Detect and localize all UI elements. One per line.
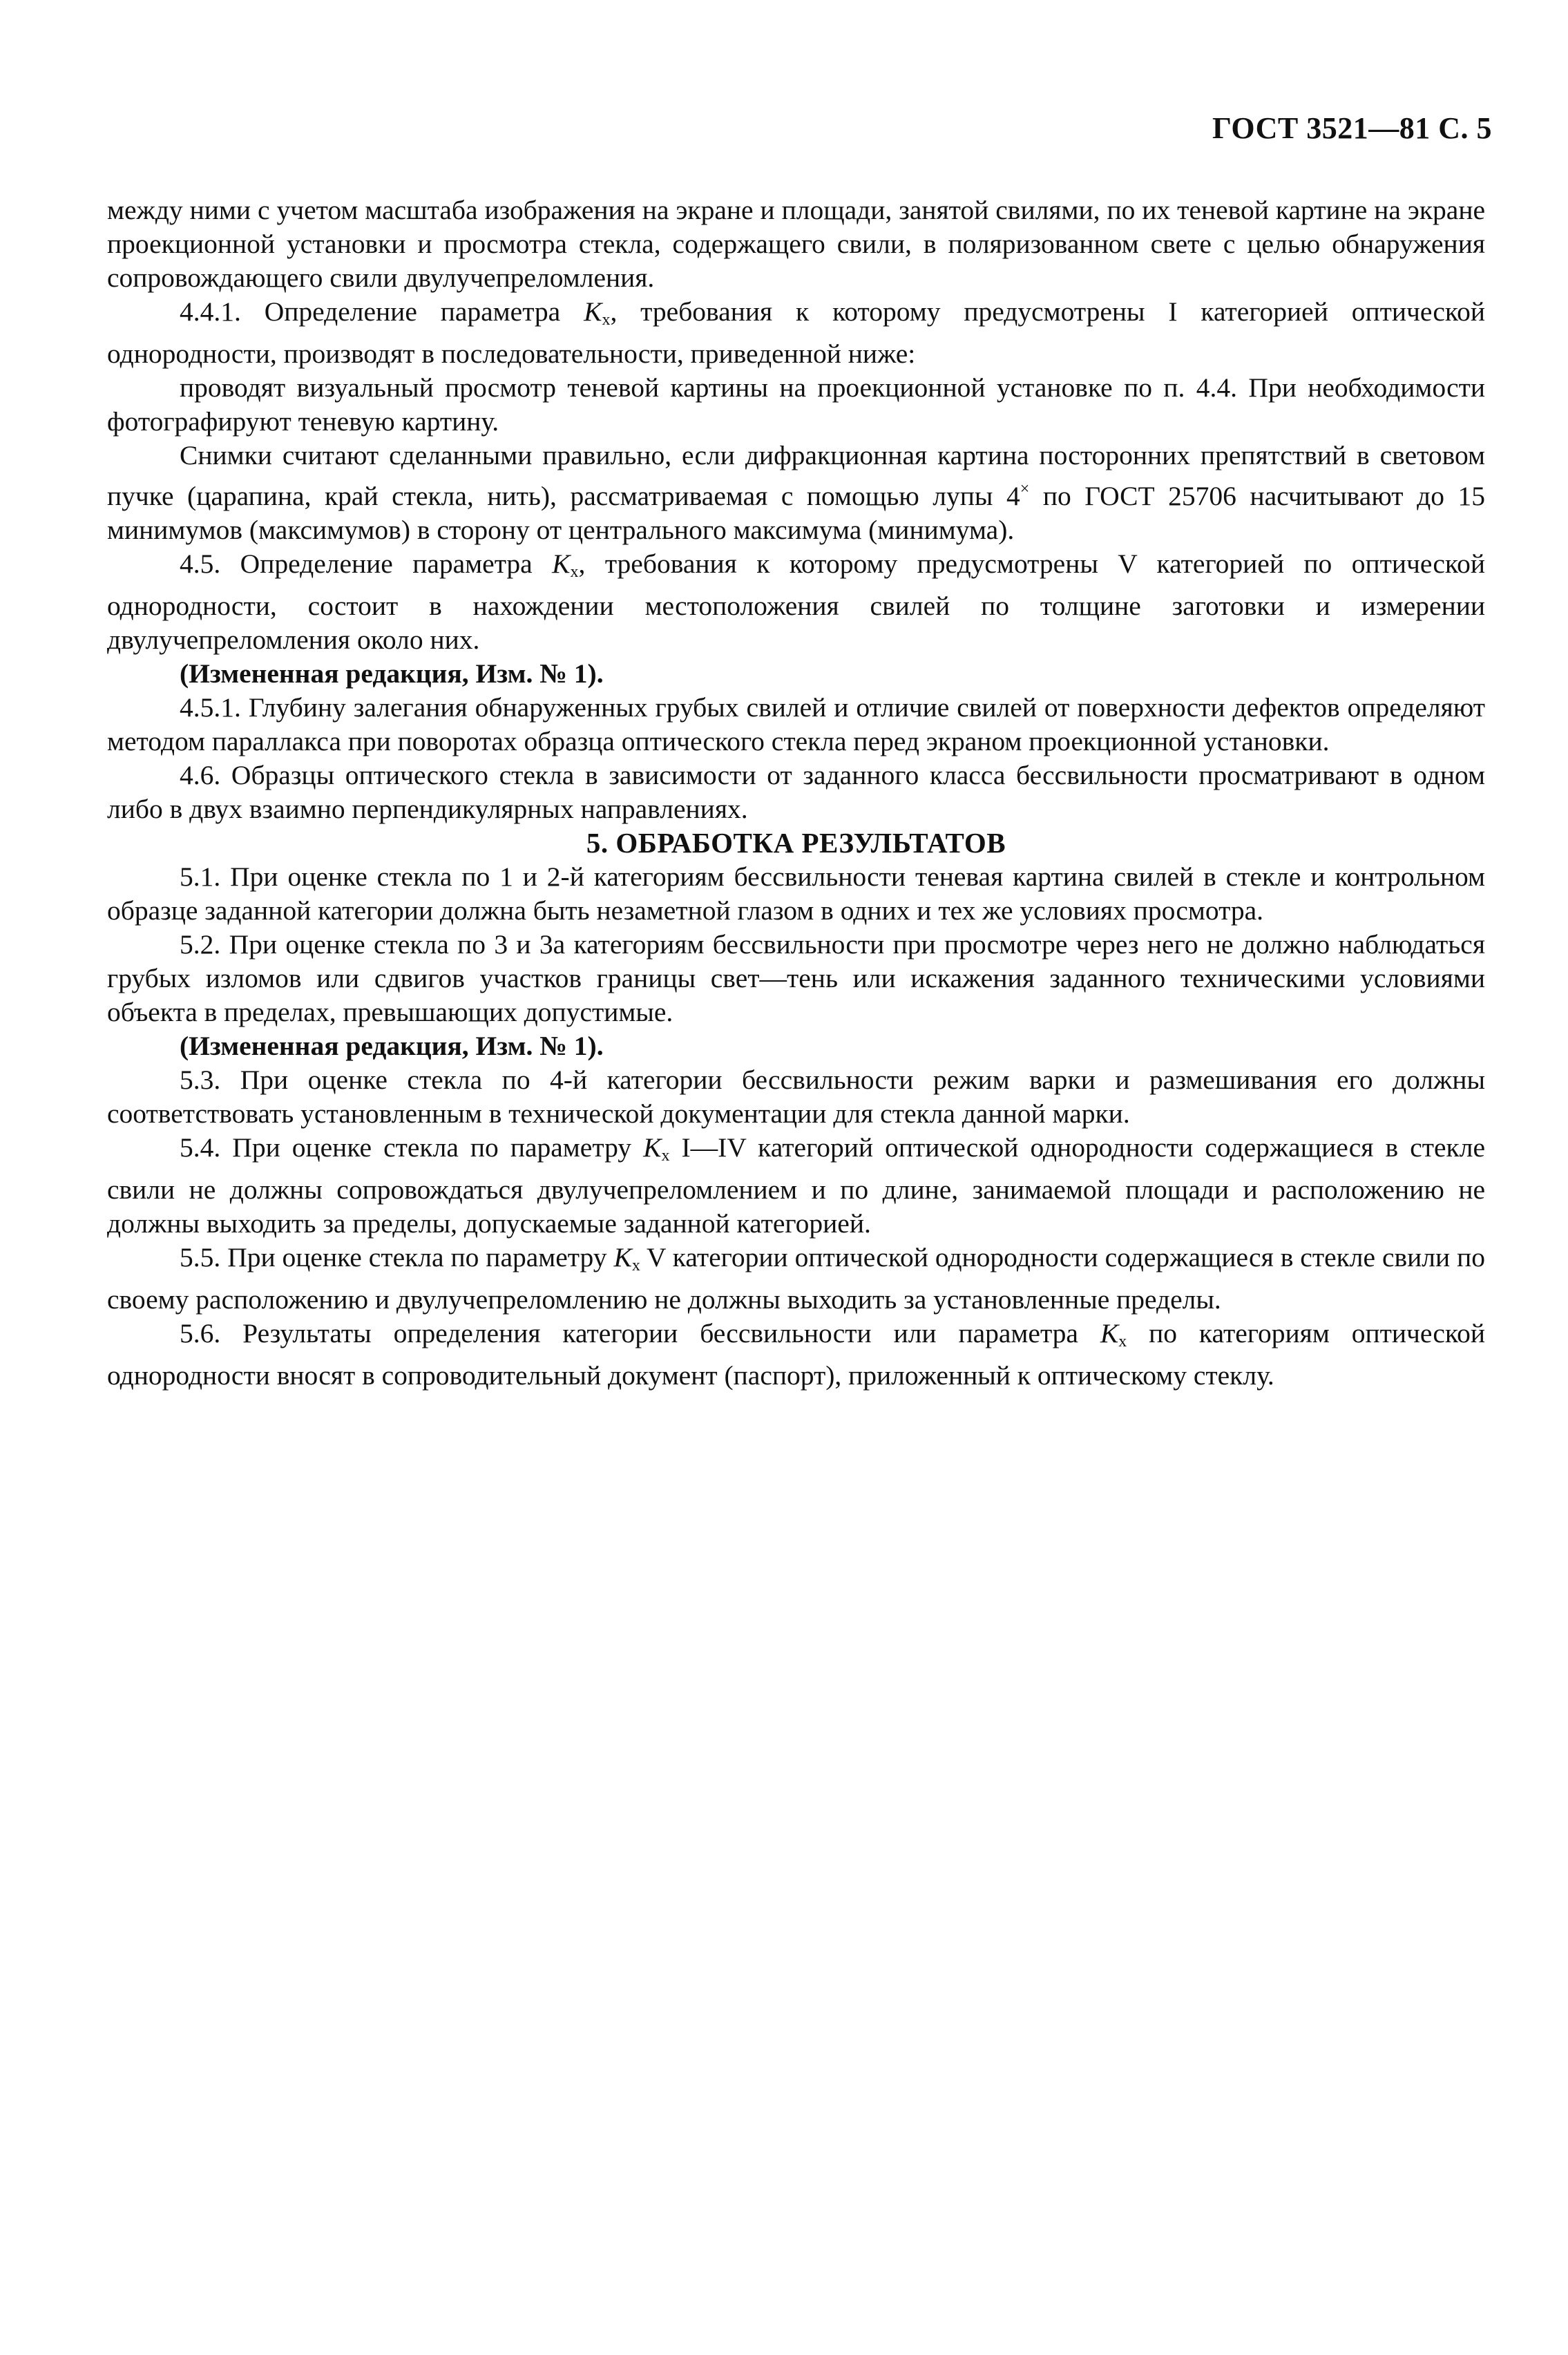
- paragraph-5-4-end: I—IV категорий оптической однородности содержащиеся в стекле свили не должны сопровождаться двулучепреломлением и по длине, занимаемой площади и расположению не должны выходить за пределы, допускаемые заданной категорией.: [107, 1132, 1485, 1239]
- amendment-note: (Измененная редакция, Изм. № 1).: [180, 658, 604, 689]
- paragraph-5-6: [107, 1317, 1485, 1393]
- magnification-sign: ×: [1020, 480, 1030, 498]
- paragraph-4-5-end: , требования к которому предусмотрены V категорией по оптической однородности, состоит в нахождении местоположения свилей по толщине заготовки и измерении двулучепреломления около них.: [107, 549, 1485, 655]
- kx-symbol: [1100, 1318, 1127, 1351]
- kx-symbol: [613, 1242, 640, 1275]
- document-body: [107, 193, 1485, 1393]
- k-letter: K: [613, 1242, 632, 1272]
- kx-symbol: [584, 296, 610, 327]
- paragraph-snapshots-end: по ГОСТ 25706 насчитывают до 15 минимумов (максимумов) в сторону от центрального максимума (минимума).: [107, 481, 1486, 545]
- paragraph-5-4-start: 5.4. При оценке стекла по параметру: [180, 1132, 644, 1163]
- paragraph-5-3: 5.3. При оценке стекла по 4-й категории бессвильности режим варки и размешивания его должны соответствовать установленным в технической документации для стекла данной марки.: [107, 1065, 1485, 1129]
- paragraph-continuation: между ними с учетом масштаба изображения на экране и площади, занятой свилями, по их теневой картине на экране проекционной установки и просмотра стекла, содержащего свили, в поляризованном свете с целью обнаружения сопровождающего свили двулучепреломления.: [107, 195, 1485, 293]
- paragraph-5-2: 5.2. При оценке стекла по 3 и 3а категориям бессвильности при просмотре через него не должно наблюдаться грубых изломов или сдвигов участков границы свет—тень или искажения заданного техническими условиями объекта в пределах, превышающих допустимые.: [107, 929, 1485, 1027]
- k-subscript: x: [631, 1257, 640, 1275]
- paragraph-5-5-end: V категории оптической однородности содержащиеся в стекле свили по своему расположению и двулучепреломлению не должны выходить за установленные пределы.: [107, 1242, 1485, 1315]
- paragraph-5-5-start: 5.5. При оценке стекла по параметру: [180, 1242, 614, 1272]
- k-letter: K: [643, 1132, 662, 1163]
- paragraph-4-4-1-end: , требования к которому предусмотрены I категорией оптической однородности, производят в последовательности, приведенной ниже:: [107, 296, 1485, 369]
- paragraph-5-6-start: 5.6. Результаты определения категории бессвильности или параметра: [180, 1318, 1100, 1348]
- k-letter: K: [552, 549, 571, 579]
- page-header: ГОСТ 3521—81 С. 5: [1212, 111, 1492, 145]
- k-subscript: x: [1118, 1333, 1127, 1351]
- paragraph-4-4-1: [107, 295, 1485, 371]
- amendment-note: (Измененная редакция, Изм. № 1).: [180, 1031, 604, 1061]
- k-subscript: x: [661, 1147, 670, 1165]
- paragraph-4-5-start: 4.5. Определение параметра: [180, 549, 553, 579]
- k-letter: K: [584, 296, 602, 327]
- paragraph-5-6-end: по категориям оптической однородности вносят в сопроводительный документ (паспорт), приложенный к оптическому стеклу.: [107, 1318, 1485, 1391]
- paragraph-5-4: [107, 1131, 1485, 1241]
- paragraph-snapshots: [107, 439, 1485, 547]
- paragraph-4-6: 4.6. Образцы оптического стекла в зависимости от заданного класса бессвильности просматривают в одном либо в двух взаимно перпендикулярных направлениях.: [107, 760, 1485, 824]
- paragraph-4-5: [107, 547, 1485, 657]
- kx-symbol: [643, 1132, 669, 1163]
- kx-symbol: [552, 549, 578, 579]
- k-subscript: x: [570, 563, 579, 581]
- k-subscript: x: [602, 311, 611, 329]
- section-title: 5. ОБРАБОТКА РЕЗУЛЬТАТОВ: [586, 827, 1006, 859]
- paragraph-5-5: [107, 1241, 1485, 1317]
- paragraph-5-1: 5.1. При оценке стекла по 1 и 2-й категориям бессвильности теневая картина свилей в стекле и контрольном образце заданной категории должна быть незаметной глазом в одних и тех же условиях просмотра.: [107, 861, 1485, 926]
- paragraph-4-4-1-start: 4.4.1. Определение параметра: [180, 296, 584, 327]
- paragraph-4-5-1: 4.5.1. Глубину залегания обнаруженных грубых свилей и отличие свилей от поверхности дефектов определяют методом параллакса при поворотах образца оптического стекла перед экраном проекционной установки.: [107, 692, 1485, 756]
- k-letter: K: [1100, 1318, 1119, 1348]
- paragraph-visual-inspection: проводят визуальный просмотр теневой картины на проекционной установке по п. 4.4. При необходимости фотографируют теневую картину.: [107, 372, 1485, 437]
- paragraph-snapshots-start: Снимки считают сделанными правильно, если дифракционная картина посторонних препятствий в световом пучке (царапина, край стекла, нить), рассматриваемая с помощью лупы 4: [107, 440, 1485, 511]
